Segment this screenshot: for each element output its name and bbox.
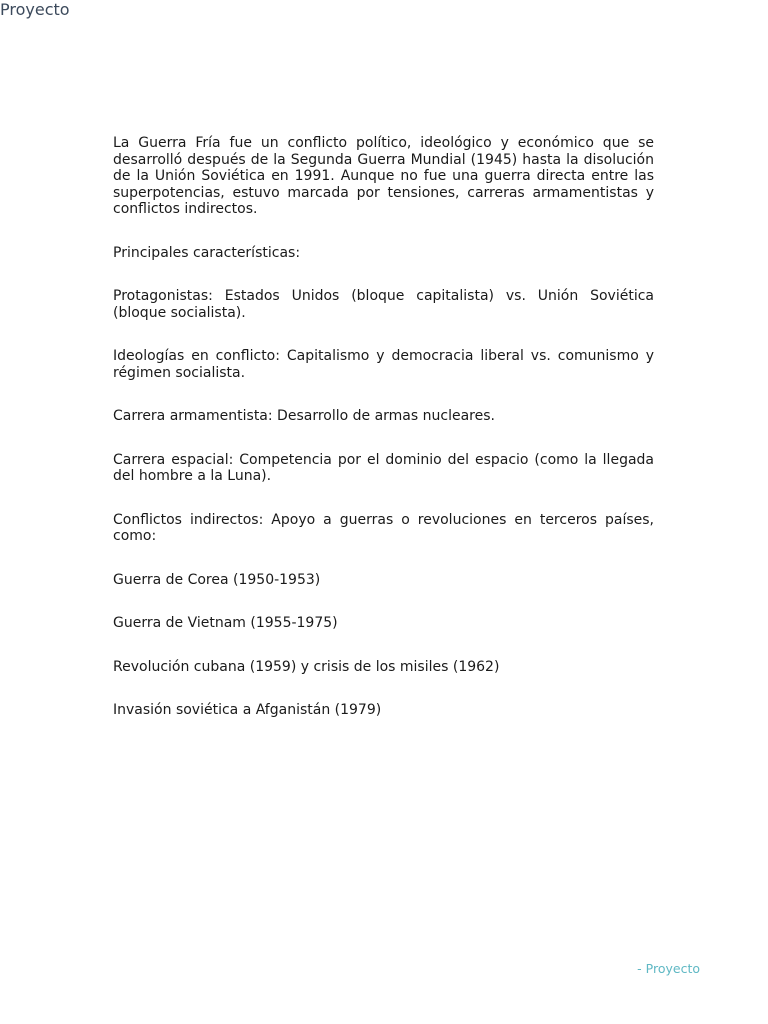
list-item-vietnam: Guerra de Vietnam (1955-1975) bbox=[113, 615, 338, 631]
document-title: Proyecto bbox=[0, 0, 70, 19]
footer-text: - Proyecto bbox=[637, 961, 700, 976]
list-item-cuba: Revolución cubana (1959) y crisis de los misiles (1962) bbox=[113, 658, 500, 675]
paragraph-ideologias: Ideologías en conflicto: Capitalismo y democracia liberal vs. comunismo y régimen socialista. bbox=[113, 348, 654, 381]
paragraph-carrera-armamentista: Carrera armamentista: Desarrollo de armas nucleares. bbox=[113, 408, 495, 424]
intro-paragraph: La Guerra Fría fue un conflicto político, ideológico y económico que se desarrolló después de la Segunda Guerra Mundial (1945) hasta la disolución de la Unión Soviética en 1991. Aunque no fue una guerra directa entre las superpotencias, estuvo marcada por tensiones, carreras armamentistas y conflictos indirectos. bbox=[113, 135, 654, 217]
paragraph-conflictos-indirectos: Conflictos indirectos: Apoyo a guerras o revoluciones en terceros países, como: bbox=[113, 511, 654, 544]
document-body bbox=[113, 135, 654, 746]
paragraph-carrera-espacial: Carrera espacial: Competencia por el dominio del espacio (como la llegada del hombre a la Luna). bbox=[113, 451, 654, 484]
list-item-afganistan: Invasión soviética a Afganistán (1979) bbox=[113, 702, 382, 718]
list-item-corea: Guerra de Corea (1950-1953) bbox=[113, 571, 321, 588]
paragraph-protagonistas: Protagonistas: Estados Unidos (bloque capitalista) vs. Unión Soviética (bloque socialista). bbox=[113, 288, 654, 321]
section-heading: Principales características: bbox=[113, 244, 301, 261]
